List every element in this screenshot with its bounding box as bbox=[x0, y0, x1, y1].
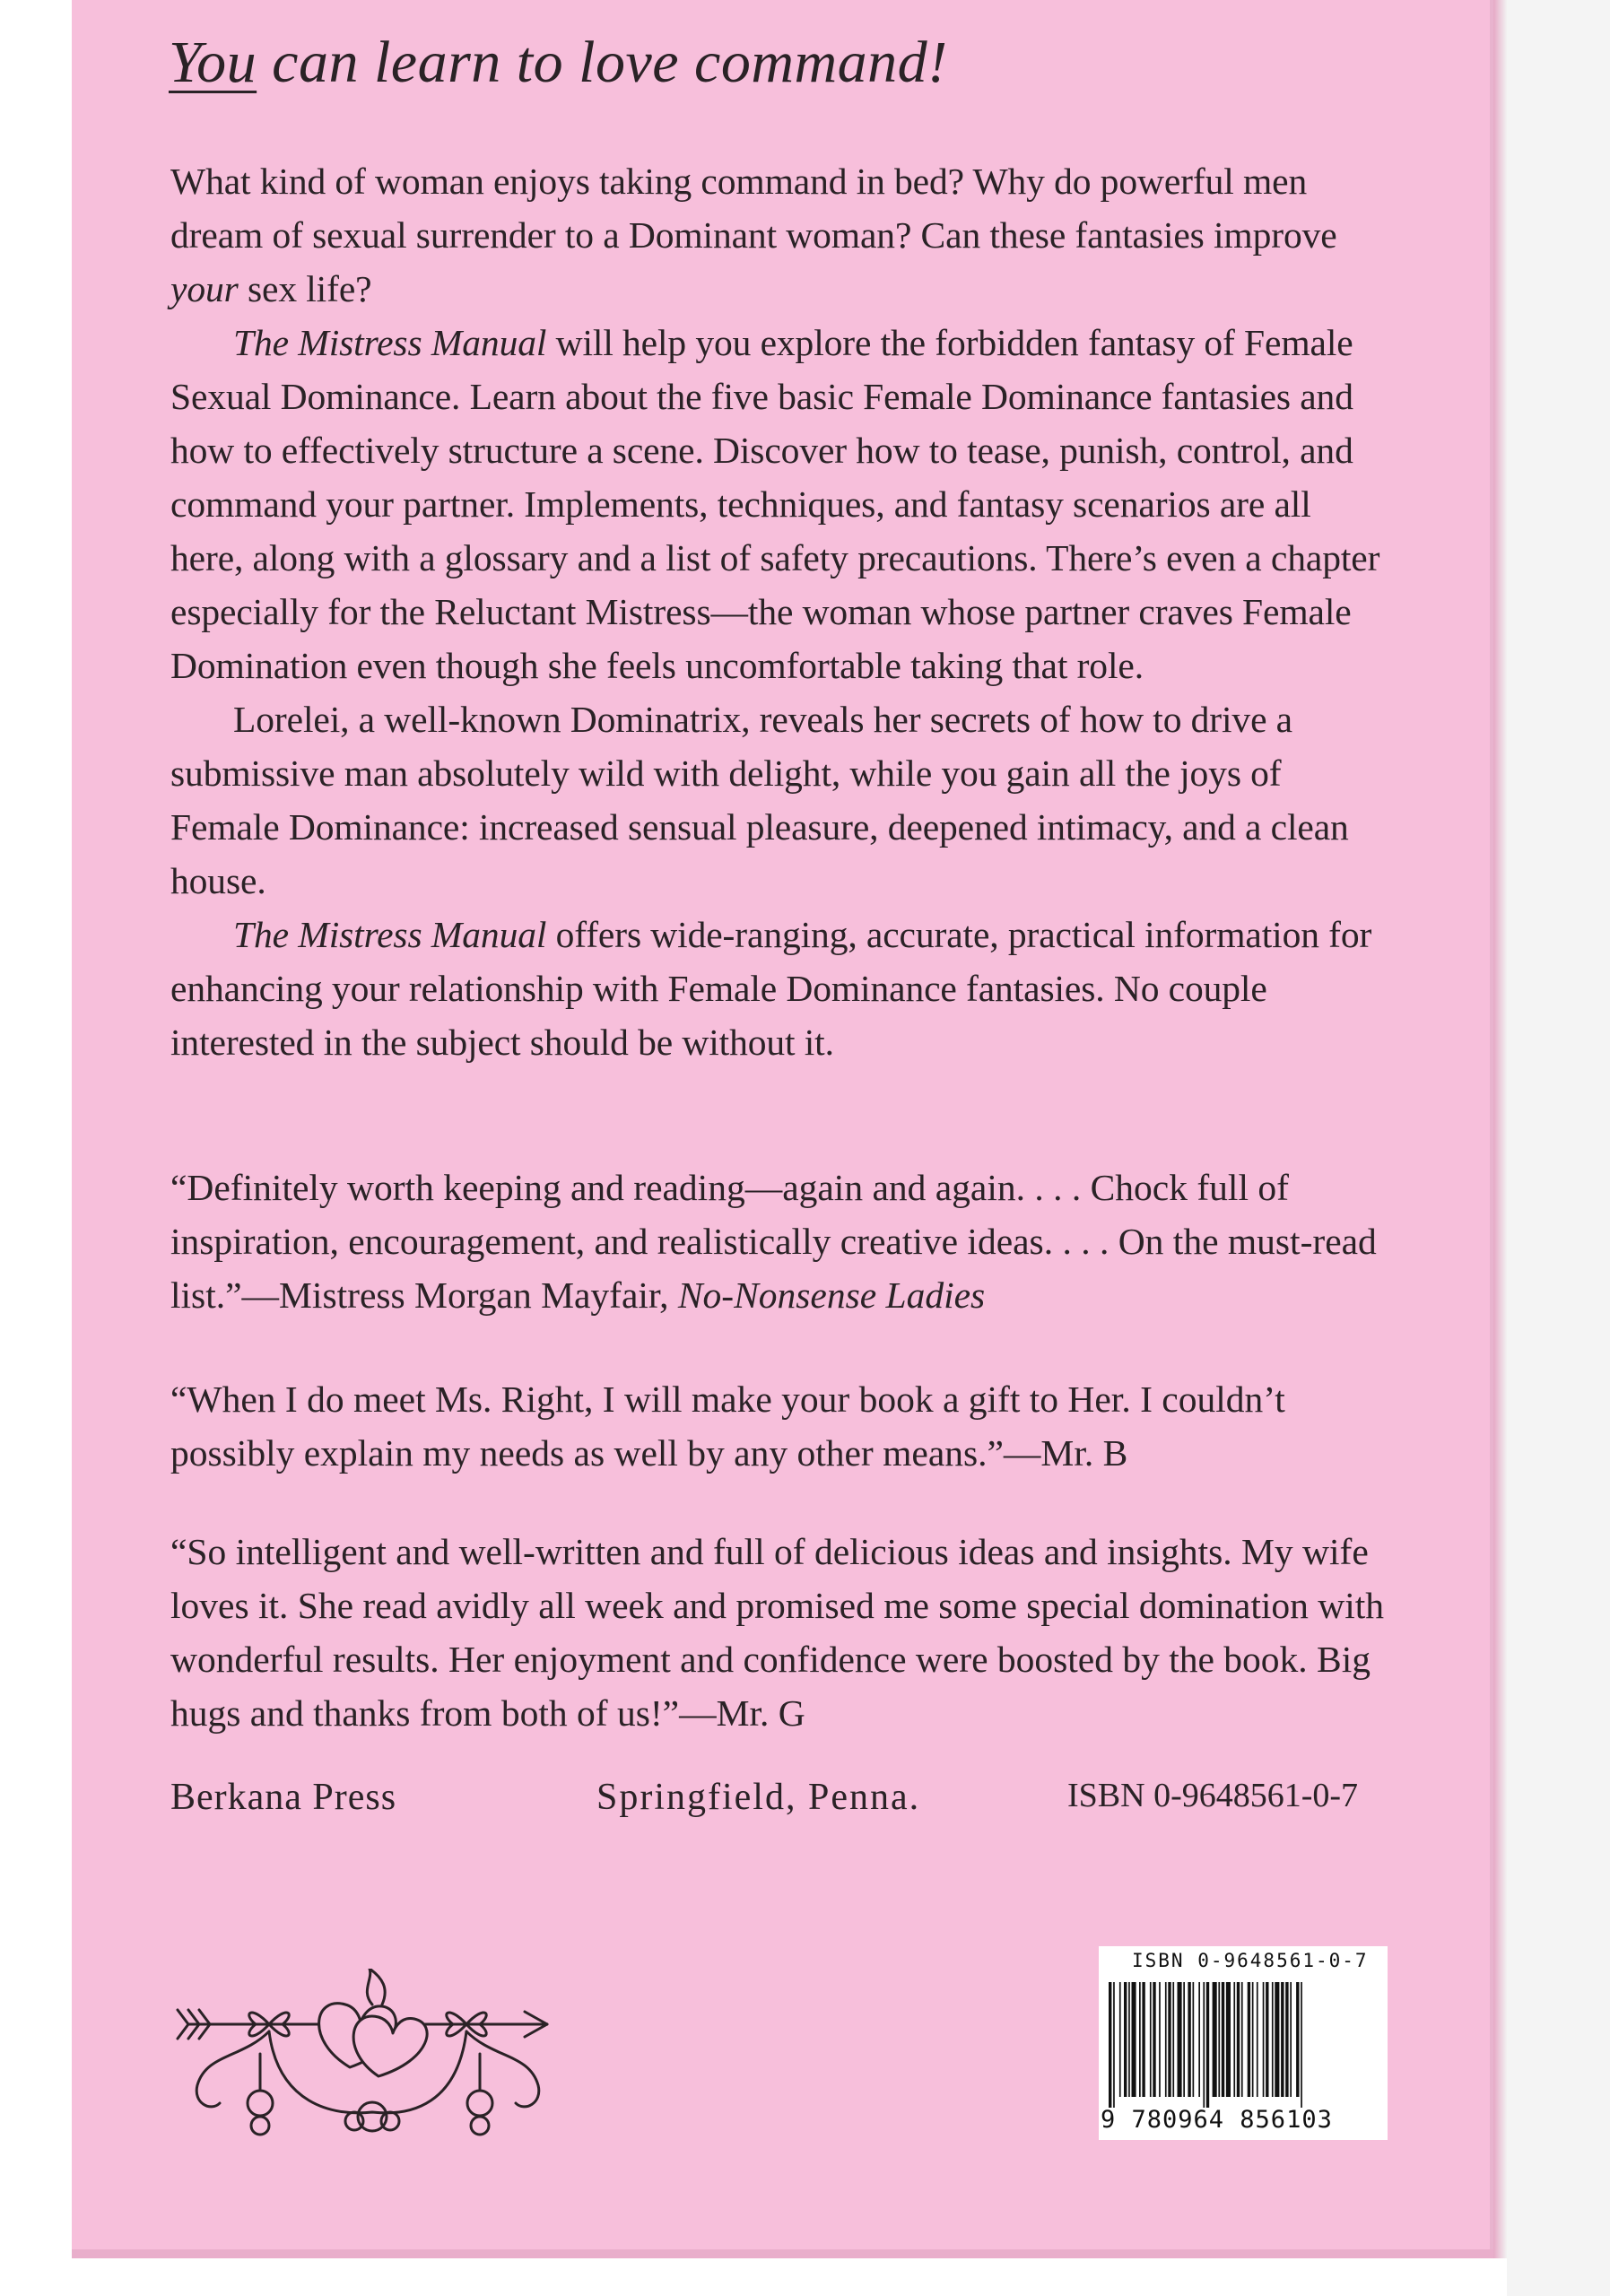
publisher-line bbox=[170, 1776, 1390, 1830]
book-title-italic: The Mistress Manual bbox=[233, 322, 547, 363]
paragraph-intro-emphasis: your bbox=[170, 268, 239, 309]
paragraph-closing bbox=[170, 908, 1390, 1069]
paragraph-book-summary bbox=[170, 316, 1390, 692]
barcode-number: 9 780964 856103 bbox=[1101, 2106, 1333, 2134]
paragraph-book-summary-text: will help you explore the forbidden fantasy of Female Sexual Dominance. Learn about the five basic Female Dominance fantasies and how to effectively structure a scene. Discover how to tease, punish, control, and command your partner. Implements, techniques, and fantasy scenarios are all here, along with a glossary and a list of safety precautions. There’s even a chapter especially for the Reluctant Mistress—the woman whose partner craves Female Domination even though she feels uncomfortable taking that role. bbox=[170, 322, 1380, 686]
paragraph-intro-end: sex life? bbox=[238, 268, 372, 309]
publisher-name: Berkana Press bbox=[170, 1777, 397, 1818]
review-quote-1 bbox=[170, 1161, 1417, 1322]
review-quote-2: “When I do meet Ms. Right, I will make your book a gift to Her. I couldn’t possibly explain my needs as well by any other means.”—Mr. B bbox=[170, 1378, 1285, 1474]
publisher-city: Springfield, Penna. bbox=[596, 1777, 921, 1818]
scanner-background bbox=[1507, 0, 1610, 2296]
barcode-isbn-text: ISBN 0-9648561-0-7 bbox=[1132, 1950, 1369, 1971]
paragraph-intro bbox=[170, 154, 1390, 316]
headline-text: can learn to love command! bbox=[257, 30, 948, 95]
headline-emphasis: You bbox=[169, 30, 257, 95]
headline bbox=[169, 27, 1335, 98]
book-title-italic: The Mistress Manual bbox=[233, 914, 547, 955]
paragraph-author: Lorelei, a well-known Dominatrix, reveals her secrets of how to drive a submissive man absolutely wild with delight, while you gain all the joys of Female Dominance: increased sensual pleasure, deepened intimacy, and a clean house. bbox=[170, 699, 1349, 901]
barcode-icon bbox=[1105, 1982, 1374, 2108]
paragraph-closing-text: offers wide-ranging, accurate, practical information for enhancing your relationship with Female Dominance fantasies. No couple interested in the subject should be without it. bbox=[170, 914, 1372, 1063]
paragraph-intro-text: What kind of woman enjoys taking command in bed? Why do powerful men dream of sexual surrender to a Dominant woman? Can these fantasies improve bbox=[170, 161, 1337, 256]
review-source-italic: No-Nonsense Ladies bbox=[677, 1274, 986, 1316]
cover-bottom-edge bbox=[72, 2249, 1493, 2258]
cover-right-edge bbox=[1493, 0, 1507, 2258]
review-quote-1-text: “Definitely worth keeping and reading—again and again. . . . Chock full of inspiration, encouragement, and realistically creative ideas. . . . On the must-read list.”—Mistress Morgan Mayfair, bbox=[170, 1167, 1377, 1316]
review-quote-3: “So intelligent and well-written and full of delicious ideas and insights. My wife loves it. She read avidly all week and promised me some special domination with wonderful results. Her enjoyment and confidence were boosted by the book. Big hugs and thanks from both of us!”—Mr. G bbox=[170, 1531, 1385, 1734]
isbn-label: ISBN 0-9648561-0-7 bbox=[1067, 1777, 1359, 1814]
description bbox=[170, 154, 1390, 1069]
hearts-arrow-ornament-icon bbox=[170, 1969, 565, 2148]
